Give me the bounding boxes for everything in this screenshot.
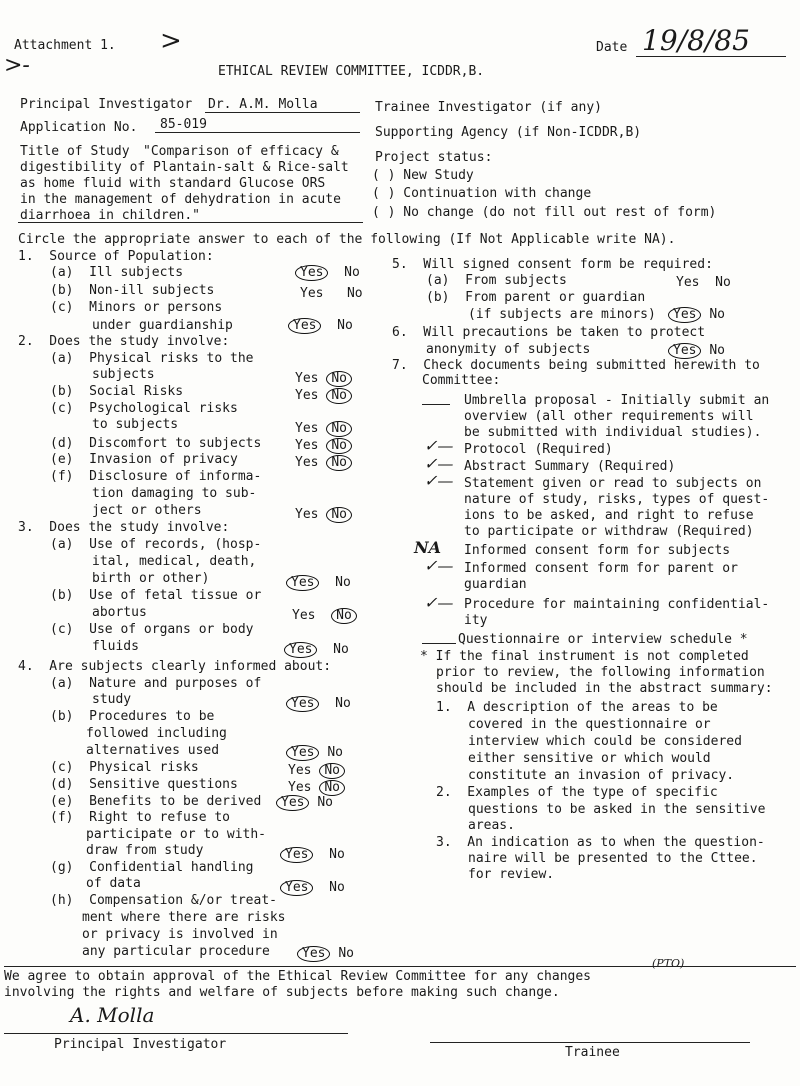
- status-new[interactable]: ( ) New Study: [372, 168, 474, 183]
- q3c-organs: (c) Use of organs or body: [50, 622, 254, 637]
- no-option[interactable]: No: [326, 371, 352, 387]
- yes-option[interactable]: Yes: [295, 455, 319, 470]
- trainee-signature-line[interactable]: [430, 1042, 750, 1043]
- q6-precautions: 6. Will precautions be taken to protect: [392, 325, 706, 340]
- note-asterisk: * If the final instrument is not completed: [420, 649, 749, 664]
- q1a-answer[interactable]: [295, 265, 360, 281]
- yes-option[interactable]: Yes: [276, 795, 309, 811]
- yes-option[interactable]: Yes: [295, 388, 319, 403]
- doc-statement-cont: to participate or withdraw (Required): [464, 524, 754, 539]
- q5b-cont: (if subjects are minors): [468, 307, 656, 322]
- q2f-cont: ject or others: [92, 503, 202, 518]
- no-option[interactable]: No: [335, 575, 351, 590]
- appno-underline: [155, 132, 360, 133]
- doc-questionnaire: Questionnaire or interview schedule *: [458, 632, 748, 647]
- agreement-line-2: involving the rights and welfare of subjects before making such change.: [4, 985, 560, 1000]
- q4b-cont: followed including: [86, 726, 227, 741]
- yes-option[interactable]: Yes: [284, 642, 317, 658]
- q2b-answer[interactable]: [295, 388, 352, 404]
- q2c-answer[interactable]: [295, 421, 352, 437]
- check-mark-icon[interactable]: ✓—: [424, 454, 454, 473]
- q2a-physical: (a) Physical risks to the: [50, 351, 254, 366]
- doc-statement-cont: nature of study, risks, types of quest-: [464, 492, 770, 507]
- appno-value: 85-019: [160, 117, 207, 132]
- q2b-social: (b) Social Risks: [50, 384, 184, 399]
- yes-option[interactable]: Yes: [295, 438, 319, 453]
- check-mark-icon[interactable]: ✓—: [424, 471, 454, 490]
- q4g-confidential: (g) Confidential handling: [50, 860, 254, 875]
- no-option[interactable]: No: [326, 507, 352, 523]
- q4d-answer[interactable]: [288, 780, 345, 796]
- no-option[interactable]: No: [335, 696, 351, 711]
- status-label: Project status:: [375, 150, 493, 165]
- no-option[interactable]: No: [709, 307, 725, 322]
- q2d-discomfort: (d) Discomfort to subjects: [50, 436, 262, 451]
- q7-cont: Committee:: [422, 373, 501, 388]
- q4e-answer[interactable]: [276, 795, 333, 811]
- instructions: Circle the appropriate answer to each of the following (If Not Applicable write NA).: [18, 232, 676, 247]
- yes-option[interactable]: Yes: [295, 265, 328, 281]
- pi-value: Dr. A.M. Molla: [208, 97, 318, 112]
- note-item-2-cont: areas.: [468, 818, 515, 833]
- q2c-cont: to subjects: [92, 417, 179, 432]
- q1b-answer[interactable]: [300, 286, 363, 301]
- footer-divider: [4, 966, 796, 967]
- yes-option[interactable]: Yes: [292, 608, 316, 623]
- trainee-label: Trainee Investigator (if any): [375, 100, 602, 115]
- q4h-cont: ment where there are risks: [82, 910, 286, 925]
- q4b-procedures: (b) Procedures to be: [50, 709, 215, 724]
- title-line-2: digestibility of Plantain-salt & Rice-salt: [20, 160, 349, 175]
- q4d-sensitive: (d) Sensitive questions: [50, 777, 238, 792]
- yes-option[interactable]: Yes: [288, 763, 312, 778]
- na-mark[interactable]: NA: [414, 538, 442, 557]
- q6-cont: anonymity of subjects: [426, 342, 591, 357]
- yes-option[interactable]: Yes: [295, 421, 319, 436]
- pi-label: Principal Investigator: [20, 97, 193, 112]
- title-label: Title of Study: [20, 144, 130, 159]
- q1c-answer[interactable]: [288, 318, 353, 334]
- q1a-ill-subjects: (a) Ill subjects: [50, 265, 184, 280]
- q2e-privacy: (e) Invasion of privacy: [50, 452, 238, 467]
- yes-option[interactable]: Yes: [300, 286, 324, 301]
- arrow-mark-icon: >-: [4, 53, 30, 78]
- q5b-parent: (b) From parent or guardian: [426, 290, 646, 305]
- arrow-mark-icon: >: [160, 26, 182, 56]
- q4-subjects-informed: 4. Are subjects clearly informed about:: [18, 659, 332, 674]
- status-no-change[interactable]: ( ) No change (do not fill out rest of form): [372, 205, 717, 220]
- note-item-1-cont: constitute an invasion of privacy.: [468, 768, 735, 783]
- q4f-answer[interactable]: [280, 847, 345, 863]
- q2f-answer[interactable]: [295, 507, 352, 523]
- yes-option[interactable]: Yes: [280, 847, 313, 863]
- no-option[interactable]: No: [329, 880, 345, 895]
- q4e-benefits: (e) Benefits to be derived: [50, 794, 262, 809]
- no-option[interactable]: No: [329, 847, 345, 862]
- yes-option[interactable]: Yes: [676, 275, 700, 290]
- q5b-answer[interactable]: [668, 307, 725, 323]
- q3a-answer[interactable]: [286, 575, 351, 591]
- checkbox-line[interactable]: [422, 404, 450, 405]
- no-option[interactable]: No: [346, 286, 363, 301]
- no-option[interactable]: No: [319, 780, 345, 796]
- doc-consent-parent: Informed consent form for parent or: [464, 561, 738, 576]
- no-option[interactable]: No: [333, 642, 349, 657]
- no-option[interactable]: No: [319, 763, 345, 779]
- date-value: 19/8/85: [642, 24, 750, 57]
- yes-option[interactable]: Yes: [297, 946, 330, 962]
- note-cont: should be included in the abstract summary:: [436, 681, 773, 696]
- q4f-cont: participate or to with-: [86, 827, 267, 842]
- q4h-answer[interactable]: [297, 946, 354, 962]
- q2f-disclosure: (f) Disclosure of informa-: [50, 469, 262, 484]
- pto-label: (PTO): [652, 957, 685, 970]
- title-line-5: diarrhoea in children.": [20, 208, 201, 223]
- yes-option[interactable]: Yes: [288, 780, 312, 795]
- doc-umbrella: Umbrella proposal - Initially submit an: [464, 393, 770, 408]
- q3b-cont: abortus: [92, 605, 147, 620]
- q3c-cont: fluids: [92, 639, 139, 654]
- q7-documents: 7. Check documents being submitted herewith to: [392, 358, 760, 373]
- yes-option[interactable]: Yes: [668, 343, 701, 359]
- doc-statement-cont: ions to be asked, and right to refuse: [464, 508, 754, 523]
- agreement-line-1: We agree to obtain approval of the Ethical Review Committee for any changes: [4, 969, 591, 984]
- note-cont: prior to review, the following information: [436, 665, 765, 680]
- q1b-non-ill: (b) Non-ill subjects: [50, 283, 215, 298]
- no-option[interactable]: No: [327, 745, 343, 760]
- q2d-answer[interactable]: [295, 438, 352, 454]
- doc-consent-subjects: Informed consent form for subjects: [464, 543, 731, 558]
- note-item-1: 1. A description of the areas to be: [436, 700, 718, 715]
- q3b-answer[interactable]: [292, 608, 357, 624]
- q2f-cont: tion damaging to sub-: [92, 486, 257, 501]
- q2-study-involve: 2. Does the study involve:: [18, 334, 230, 349]
- no-option[interactable]: No: [344, 265, 360, 280]
- q4g-cont: of data: [86, 876, 141, 891]
- attachment-label: Attachment 1.: [14, 38, 116, 53]
- agency-label: Supporting Agency (if Non-ICDDR,B): [375, 125, 642, 140]
- check-mark-icon[interactable]: ✓—: [424, 556, 454, 575]
- q3a-records: (a) Use of records, (hosp-: [50, 537, 262, 552]
- status-continuation[interactable]: ( ) Continuation with change: [372, 186, 592, 201]
- q3a-cont: ital, medical, death,: [92, 554, 257, 569]
- title-line-1: "Comparison of efficacy &: [143, 144, 339, 159]
- q3c-answer[interactable]: [284, 642, 349, 658]
- trainee-signature-label: Trainee: [565, 1045, 620, 1060]
- no-option[interactable]: No: [709, 343, 725, 358]
- q4b-answer[interactable]: [286, 745, 343, 761]
- q2e-answer[interactable]: [295, 455, 352, 471]
- committee-title: ETHICAL REVIEW COMMITTEE, ICDDR,B.: [218, 64, 485, 79]
- yes-option[interactable]: Yes: [280, 880, 313, 896]
- check-mark-icon[interactable]: ✓—: [424, 436, 454, 455]
- note-item-3: 3. An indication as to when the question-: [436, 835, 765, 850]
- doc-protocol: Protocol (Required): [464, 442, 613, 457]
- q4b-cont: alternatives used: [86, 743, 220, 758]
- no-option[interactable]: No: [715, 275, 731, 290]
- no-option[interactable]: No: [326, 421, 352, 437]
- pi-underline: [205, 112, 360, 113]
- q4g-answer[interactable]: [280, 880, 345, 896]
- yes-option[interactable]: Yes: [288, 318, 321, 334]
- no-option[interactable]: No: [326, 388, 352, 404]
- q3a-cont: birth or other): [92, 571, 210, 586]
- note-item-2: 2. Examples of the type of specific: [436, 785, 718, 800]
- checkbox-line[interactable]: [422, 643, 456, 644]
- doc-consent-parent-cont: guardian: [464, 577, 527, 592]
- doc-abstract: Abstract Summary (Required): [464, 459, 676, 474]
- title-line-3: as home fluid with standard Glucose ORS: [20, 176, 326, 191]
- note-item-3-cont: naire will be presented to the Cttee.: [468, 851, 758, 866]
- yes-option[interactable]: Yes: [286, 696, 319, 712]
- yes-option[interactable]: Yes: [286, 575, 319, 591]
- q4c-answer[interactable]: [288, 763, 345, 779]
- q2a-cont: subjects: [92, 367, 155, 382]
- q4f-refuse: (f) Right to refuse to: [50, 810, 231, 825]
- doc-umbrella-cont: overview (all other requirements will: [464, 409, 754, 424]
- date-underline: [636, 56, 786, 57]
- doc-statement: Statement given or read to subjects on: [464, 476, 762, 491]
- q2c-psych: (c) Psychological risks: [50, 401, 238, 416]
- q4a-cont: study: [92, 692, 132, 707]
- doc-confidentiality-cont: ity: [464, 613, 488, 628]
- q5-consent-form: 5. Will signed consent form be required:: [392, 257, 713, 272]
- q4h-cont: any particular procedure: [82, 944, 270, 959]
- no-option[interactable]: No: [337, 318, 353, 333]
- q3-study-involve: 3. Does the study involve:: [18, 520, 230, 535]
- q6-answer[interactable]: [668, 343, 725, 359]
- no-option[interactable]: No: [331, 608, 357, 624]
- q5a-from-subjects: (a) From subjects: [426, 273, 567, 288]
- pi-signature-line[interactable]: [4, 1033, 348, 1034]
- q4f-cont: draw from study: [86, 843, 204, 858]
- title-underline: [18, 222, 363, 223]
- yes-option[interactable]: Yes: [668, 307, 701, 323]
- q4a-answer[interactable]: [286, 696, 351, 712]
- yes-option[interactable]: Yes: [286, 745, 319, 761]
- q1-source-population: 1. Source of Population:: [18, 249, 214, 264]
- note-item-2-cont: questions to be asked in the sensitive: [468, 802, 766, 817]
- note-item-1-cont: covered in the questionnaire or: [468, 717, 711, 732]
- q3b-fetal: (b) Use of fetal tissue or: [50, 588, 262, 603]
- q4h-cont: or privacy is involved in: [82, 927, 278, 942]
- check-mark-icon[interactable]: ✓—: [424, 593, 454, 612]
- doc-confidentiality: Procedure for maintaining confidential-: [464, 597, 770, 612]
- pi-signature: A. Molla: [70, 1003, 155, 1027]
- q1c-minors-cont: under guardianship: [92, 318, 233, 333]
- q4a-nature: (a) Nature and purposes of: [50, 676, 262, 691]
- q5a-answer[interactable]: [676, 275, 731, 290]
- note-item-1-cont: either sensitive or which would: [468, 751, 711, 766]
- appno-label: Application No.: [20, 120, 138, 135]
- yes-option[interactable]: Yes: [295, 507, 319, 522]
- no-option[interactable]: No: [338, 946, 354, 961]
- q1c-minors: (c) Minors or persons: [50, 300, 223, 315]
- q2a-answer[interactable]: [295, 371, 352, 387]
- note-item-1-cont: interview which could be considered: [468, 734, 742, 749]
- pi-signature-label: Principal Investigator: [54, 1037, 227, 1052]
- no-option[interactable]: No: [317, 795, 333, 810]
- title-line-4: in the management of dehydration in acute: [20, 192, 341, 207]
- yes-option[interactable]: Yes: [295, 371, 319, 386]
- date-label: Date: [596, 40, 628, 55]
- no-option[interactable]: No: [326, 455, 352, 471]
- q4h-compensation: (h) Compensation &/or treat-: [50, 893, 277, 908]
- q4c-physical: (c) Physical risks: [50, 760, 199, 775]
- no-option[interactable]: No: [326, 438, 352, 454]
- note-item-3-cont: for review.: [468, 867, 555, 882]
- doc-umbrella-cont: be submitted with individual studies).: [464, 425, 762, 440]
